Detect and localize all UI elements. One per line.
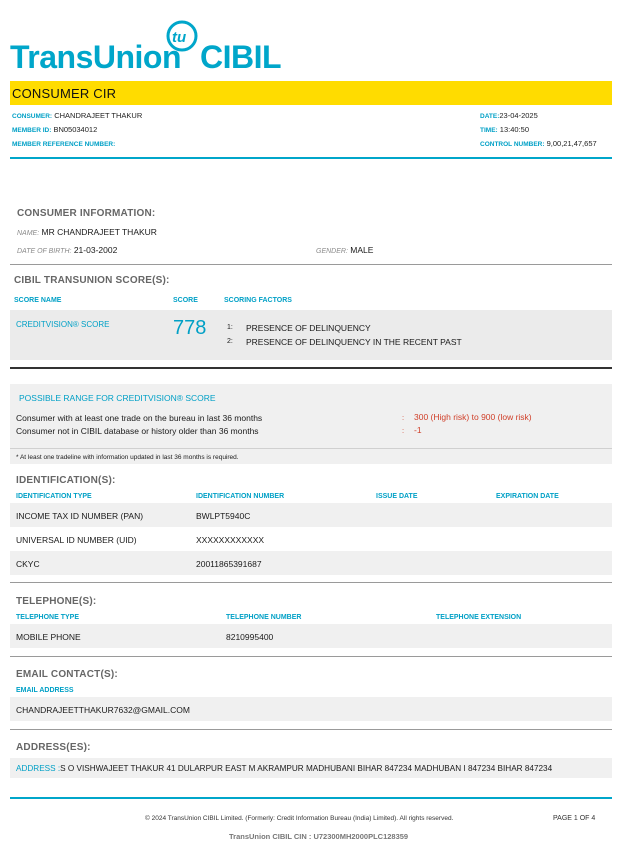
identification-title: IDENTIFICATION(S): <box>16 475 116 486</box>
score-header: SCORE <box>173 297 198 304</box>
id-number: 20011865391687 <box>196 559 262 569</box>
id-type-header: IDENTIFICATION TYPE <box>16 493 92 500</box>
score-name: CREDITVISION® SCORE <box>16 320 110 329</box>
table-row <box>10 551 612 575</box>
telephone-number: 8210995400 <box>226 632 274 642</box>
divider <box>10 582 612 583</box>
brand-name: TransUnion <box>10 39 182 74</box>
score-row <box>10 310 612 360</box>
id-type: INCOME TAX ID NUMBER (PAN) <box>16 511 144 521</box>
tu-badge-icon <box>168 22 196 50</box>
date-of-birth: DATE OF BIRTH: 21-03-2002 <box>17 245 118 255</box>
email-title: EMAIL CONTACT(S): <box>16 669 118 680</box>
telephone-number-header: TELEPHONE NUMBER <box>226 614 302 621</box>
divider <box>10 797 612 799</box>
table-row <box>10 624 612 648</box>
range-colon: : <box>402 426 405 435</box>
range-note: * At least one tradeline with information updated in last 36 months is required. <box>16 454 239 461</box>
email-address-header: EMAIL ADDRESS <box>16 687 74 694</box>
telephone-type-header: TELEPHONE TYPE <box>16 614 80 621</box>
range-row-value: 300 (High risk) to 900 (low risk) <box>414 412 532 422</box>
address-title: ADDRESS(ES): <box>16 742 91 753</box>
telephone-type: MOBILE PHONE <box>16 632 81 642</box>
report-title-bar <box>10 81 612 105</box>
footer-cin: TransUnion CIBIL CIN : U72300MH2000PLC128359 <box>229 832 409 841</box>
consumer-name: NAME: MR CHANDRAJEET THAKUR <box>17 227 157 237</box>
id-type: UNIVERSAL ID NUMBER (UID) <box>16 535 137 545</box>
expiration-date-header: EXPIRATION DATE <box>496 493 559 500</box>
range-row-value: -1 <box>414 425 422 435</box>
consumer-meta: CONSUMER: CHANDRAJEET THAKUR <box>12 111 143 120</box>
range-title: POSSIBLE RANGE FOR CREDITVISION® SCORE <box>19 393 216 403</box>
divider <box>10 157 612 159</box>
time-meta: TIME: 13:40:50 <box>480 125 529 134</box>
factor-number: 1: <box>227 324 233 331</box>
range-colon: : <box>402 413 405 422</box>
score-section-title: CIBIL TRANSUNION SCORE(S): <box>14 275 170 286</box>
consumer-info-title: CONSUMER INFORMATION: <box>17 208 156 219</box>
gender: GENDER: MALE <box>316 245 374 255</box>
address-label: ADDRESS : <box>16 764 61 773</box>
footer-copyright: © 2024 TransUnion CIBIL Limited. (Formerly: Credit Information Bureau (India) Limited). All rights reserved. <box>145 815 454 822</box>
divider <box>10 729 612 730</box>
scoring-factors-header: SCORING FACTORS <box>224 297 292 304</box>
factor-text: PRESENCE OF DELINQUENCY <box>246 323 371 333</box>
divider <box>10 264 612 265</box>
range-row-text: Consumer not in CIBIL database or history older than 36 months <box>16 426 259 436</box>
address-entry <box>16 764 552 773</box>
issue-date-header: ISSUE DATE <box>376 493 418 500</box>
brand-suffix: CIBIL <box>200 39 282 74</box>
control-number-meta: CONTROL NUMBER: 9,00,21,47,657 <box>480 139 597 148</box>
factor-number: 2: <box>227 338 233 345</box>
svg-text:tu: tu <box>172 29 187 46</box>
telephone-extension-header: TELEPHONE EXTENSION <box>436 614 522 621</box>
transunion-cibil-logo <box>10 18 300 74</box>
date-meta: DATE:23-04-2025 <box>480 111 538 120</box>
report-title: CONSUMER CIR <box>12 86 117 101</box>
id-number: BWLPT5940C <box>196 511 251 521</box>
telephone-title: TELEPHONE(S): <box>16 596 97 607</box>
id-number-header: IDENTIFICATION NUMBER <box>196 493 285 500</box>
score-value: 778 <box>173 317 207 339</box>
divider <box>10 367 612 369</box>
divider <box>10 448 612 449</box>
divider <box>10 656 612 657</box>
id-number: XXXXXXXXXXXX <box>196 535 265 545</box>
address-value: S O VISHWAJEET THAKUR 41 DULARPUR EAST M AKRAMPUR MADHUBANI BIHAR 847234 MADHUBAN I 847234 BIHAR 847234 <box>60 764 553 773</box>
member-id-meta: MEMBER ID: BN05034012 <box>12 125 98 134</box>
member-reference-meta: MEMBER REFERENCE NUMBER: <box>12 141 116 148</box>
email-address: CHANDRAJEETTHAKUR7632@GMAIL.COM <box>16 705 190 715</box>
range-row-text: Consumer with at least one trade on the bureau in last 36 months <box>16 413 263 423</box>
score-name-header: SCORE NAME <box>14 297 62 304</box>
page-number: PAGE 1 OF 4 <box>553 815 596 822</box>
factor-text: PRESENCE OF DELINQUENCY IN THE RECENT PAST <box>246 337 462 347</box>
id-type: CKYC <box>16 559 40 569</box>
